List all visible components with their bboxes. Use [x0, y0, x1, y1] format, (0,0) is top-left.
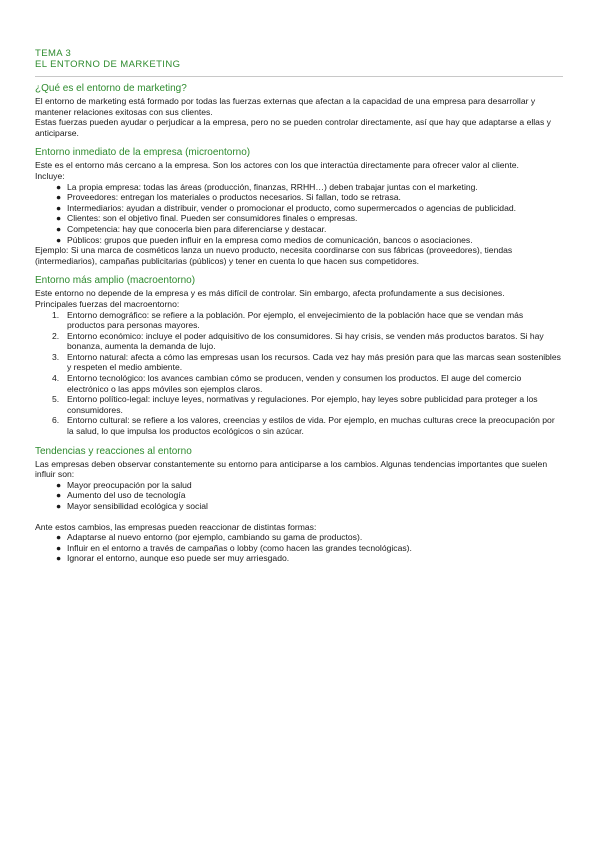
bullet-icon: ●	[56, 213, 62, 224]
item-number: 6.	[52, 415, 60, 426]
paragraph: Principales fuerzas del macroentorno:	[35, 298, 180, 309]
paragraph: Las empresas deben observar constantemente su entorno para anticiparse a los cambios. Algunas tendencias importantes que suelen influir son:	[35, 458, 548, 480]
title-divider	[35, 76, 563, 77]
list-item: 2. Entorno económico: incluye el poder adquisitivo de los consumidores. Si hay crisis, se venden más productos baratos. Si hay bonanza, aumenta la demanda de lujo.	[52, 330, 544, 352]
list-item: 4. Entorno tecnológico: los avances cambian cómo se producen, venden y consumen los productos. El auge del comercio electrónico o las apps móviles son ejemplos claros.	[52, 373, 522, 394]
list-item: 5. Entorno político-legal: incluye leyes, normativas y regulaciones. Por ejemplo, hay leyes sobre publicidad para proteger a los consumidores.	[52, 394, 538, 415]
bullet-icon: ●	[56, 490, 62, 501]
bullet-icon: ●	[56, 192, 62, 203]
bullet-list	[35, 532, 563, 564]
item-number: 2.	[52, 330, 60, 341]
section-heading: ¿Qué es el entorno de marketing?	[35, 83, 187, 94]
list-item: ● Aumento del uso de tecnología	[56, 490, 186, 501]
section-heading: Entorno más amplio (macroentorno)	[35, 275, 196, 287]
paragraph: Ante estos cambios, las empresas pueden reaccionar de distintas formas:	[35, 521, 317, 532]
section-what-is-environment	[35, 83, 563, 138]
bullet-icon: ●	[56, 479, 62, 490]
list-item: 6. Entorno cultural: se refiere a los valores, creencias y estilos de vida. Por ejemplo, en muchas culturas crece la preocupación por la salud, lo que impulsa los productos ecológicos o sin azúcar.	[52, 415, 555, 437]
paragraph: Estas fuerzas pueden ayudar o perjudicar a la empresa, pero no se pueden controlar directamente, así que hay que adaptarse a ellas y anticiparse.	[35, 117, 551, 138]
section-trends-reactions	[35, 446, 563, 564]
list-item: ● Mayor preocupación por la salud	[56, 479, 192, 490]
bullet-list	[35, 480, 563, 512]
list-item: ● Públicos: grupos que pueden influir en la empresa como medios de comunicación, bancos o asociaciones.	[56, 234, 473, 245]
section-microenvironment	[35, 147, 563, 266]
list-item: ● Competencia: hay que conocerla bien para diferenciarse y destacar.	[56, 223, 327, 234]
list-item: ● Influir en el entorno a través de campañas o lobby (como hacen las grandes tecnológicas).	[56, 542, 412, 553]
list-item: ● La propia empresa: todas las áreas (producción, finanzas, RRHH…) deben trabajar juntas con el marketing.	[56, 181, 478, 192]
paragraph: El entorno de marketing está formado por todas las fuerzas externas que afectan a la capacidad de una empresa para desarrollar y mantener relaciones exitosas con sus clientes.	[35, 96, 536, 117]
list-item: ● Ignorar el entorno, aunque eso puede ser muy arriesgado.	[56, 553, 290, 564]
bullet-icon: ●	[56, 202, 62, 213]
bullet-icon: ●	[56, 181, 62, 192]
section-heading: Tendencias y reacciones al entorno	[35, 445, 192, 457]
document-page	[35, 48, 563, 573]
topic-title: EL ENTORNO DE MARKETING	[35, 59, 181, 70]
list-item: 3. Entorno natural: afecta a cómo las empresas usan los recursos. Cada vez hay más presión para que las marcas sean sostenibles y respeten el medio ambiente.	[52, 351, 561, 373]
bullet-icon: ●	[56, 501, 62, 511]
document-header	[35, 48, 563, 70]
paragraph: Incluye:	[35, 170, 65, 181]
bullet-icon: ●	[56, 542, 62, 553]
list-item: 1. Entorno demográfico: se refiere a la población. Por ejemplo, el envejecimiento de la población hace que se vendan más productos para personas mayores.	[52, 309, 524, 331]
bullet-icon: ●	[56, 234, 62, 245]
topic-number: TEMA 3	[35, 48, 72, 59]
section-macroenvironment	[35, 275, 563, 436]
bullet-icon: ●	[56, 553, 62, 564]
item-number: 1.	[52, 309, 60, 320]
list-item: ● Clientes: son el objetivo final. Pueden ser consumidores finales o empresas.	[56, 213, 358, 224]
paragraph: Este es el entorno más cercano a la empresa. Son los actores con los que interactúa directamente para ofrecer valor al cliente.	[35, 160, 519, 171]
item-number: 5.	[52, 394, 60, 405]
item-number: 3.	[52, 351, 60, 362]
bullet-icon: ●	[56, 223, 62, 234]
list-item: ● Intermediarios: ayudan a distribuir, vender o promocionar el producto, como supermercados o agencias de publicidad.	[56, 202, 517, 213]
bullet-list	[35, 182, 563, 246]
item-number: 4.	[52, 373, 60, 384]
paragraph: Este entorno no depende de la empresa y es más difícil de controlar. Sin embargo, afecta profundamente a sus decisiones.	[35, 288, 505, 299]
list-item: ● Mayor sensibilidad ecológica y social	[56, 501, 208, 511]
example-paragraph: Ejemplo: Si una marca de cosméticos lanza un nuevo producto, necesita coordinarse con sus fábricas (proveedores), tiendas (intermediarios), campañas publicitarias (públicos) y tener en cuenta lo que hacen sus competidores.	[35, 245, 513, 266]
numbered-list	[35, 310, 563, 437]
bullet-icon: ●	[56, 532, 62, 543]
section-heading: Entorno inmediato de la empresa (microentorno)	[35, 147, 251, 159]
list-item: ● Proveedores: entregan los materiales o productos necesarios. Si fallan, todo se retrasa.	[56, 192, 401, 203]
spacer	[35, 512, 563, 522]
list-item: ● Adaptarse al nuevo entorno (por ejemplo, cambiando su gama de productos).	[56, 532, 363, 543]
